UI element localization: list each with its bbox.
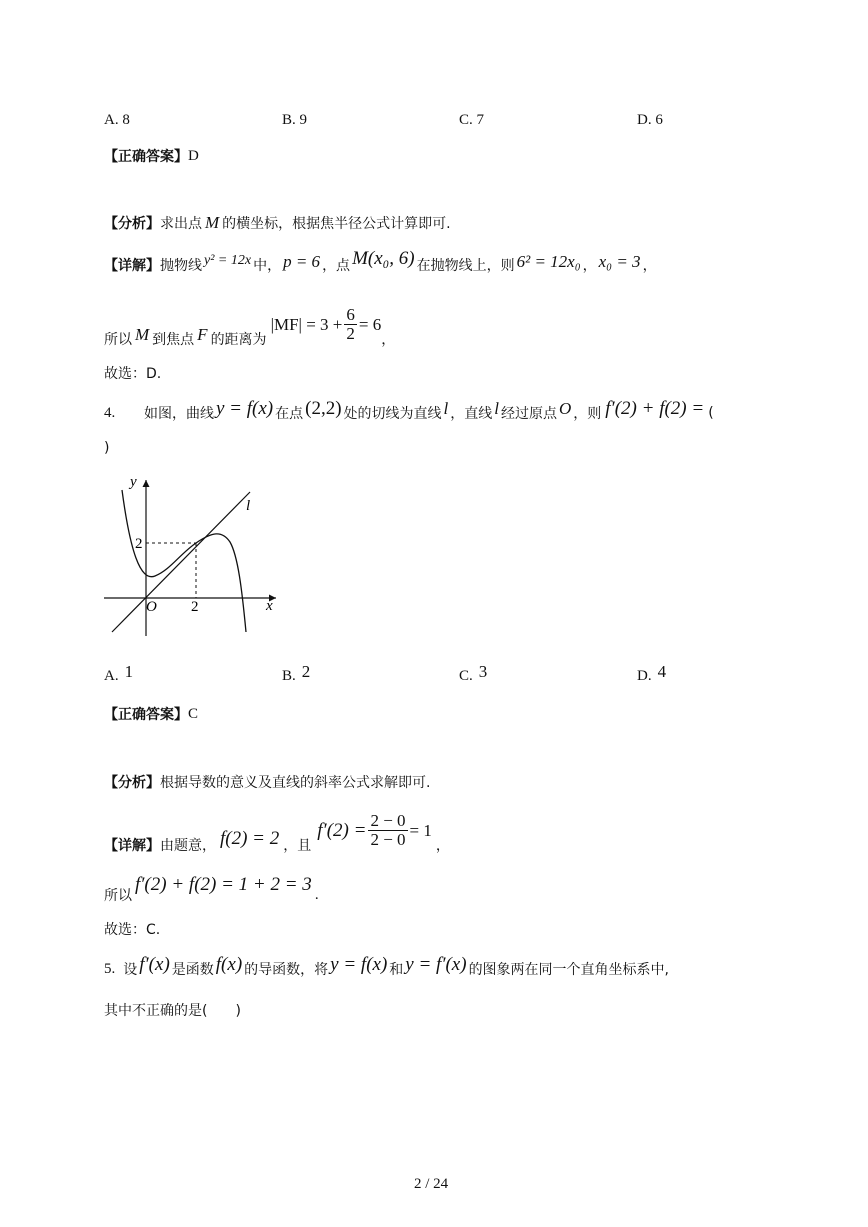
q4-option-b (282, 662, 310, 682)
q4-stem (104, 398, 714, 424)
option-letter: B. (282, 667, 296, 684)
analysis-label: 【分析】 (104, 216, 160, 232)
answer-label: 【正确答案】 (104, 707, 188, 723)
q3-choice: 故选：D. (104, 366, 162, 382)
option-value: 2 (301, 662, 311, 681)
fraction-denominator: 2 − 0 (370, 830, 406, 849)
option-letter: D. (637, 667, 652, 684)
q3-detail-line2 (104, 305, 396, 348)
stem-text: ，直线 (450, 406, 493, 422)
math-expr: M(x₀, 6) (352, 248, 415, 269)
x-axis-label: x (266, 598, 273, 614)
q4-option-d (637, 662, 666, 682)
detail-text: ， (582, 258, 597, 274)
stem-text: 如图，曲线 (144, 406, 214, 422)
math-expr: y = f(x) (216, 398, 274, 419)
option-b: B. 9 (282, 112, 308, 128)
q4-detail-line2 (104, 874, 319, 904)
analysis-label: 【分析】 (104, 775, 160, 791)
stem-text: 处的切线为直线 (343, 406, 442, 422)
stem-text: 在点 (275, 406, 304, 422)
q3-detail (104, 248, 657, 276)
math-var: O (559, 399, 572, 418)
math-var: M (205, 213, 220, 232)
fraction-numerator: 2 − 0 (370, 811, 406, 830)
fraction-numerator: 6 (346, 305, 355, 324)
question-number: 4. (104, 404, 116, 421)
detail-text: 的距离为 (210, 331, 267, 348)
q4-answer (104, 704, 198, 724)
q3-answer (104, 146, 199, 166)
analysis-text: 的横坐标，根据焦半径公式计算即可. (222, 216, 451, 232)
q4-analysis (104, 772, 430, 792)
detail-text: 在抛物线上，则 (416, 258, 515, 274)
detail-text: ，点 (322, 258, 351, 274)
math-expr: f′(2) + f(2) = (605, 398, 705, 419)
option-letter: C. (459, 667, 473, 684)
math-fraction (344, 306, 357, 343)
math-expr: 6² = 12x₀ (516, 252, 581, 271)
detail-text: ，且 (283, 837, 312, 854)
q4-detail (104, 811, 450, 854)
x-tick-label: 2 (191, 599, 199, 615)
y-axis-label: y (130, 474, 137, 490)
math-fraction (368, 812, 407, 849)
origin-label: O (146, 599, 157, 615)
analysis-text: 根据导数的意义及直线的斜率公式求解即可. (160, 775, 431, 791)
answer-value: C (188, 705, 199, 722)
analysis-text: 求出点 (160, 216, 202, 232)
math-expr: x₀ = 3 (598, 252, 641, 271)
option-value: 1 (124, 662, 134, 681)
fraction-denominator: 2 (346, 324, 355, 343)
math-expr: y = f(x) (330, 954, 388, 975)
option-d: D. 6 (637, 112, 663, 128)
detail-text: 所以 (104, 888, 132, 904)
math-var: F (197, 324, 208, 344)
q5-stem-line2: 其中不正确的是( ) (104, 1003, 241, 1019)
detail-label: 【详解】 (104, 258, 160, 274)
math-var: l (494, 399, 499, 418)
detail-text: 中， (253, 258, 282, 274)
question-number: 5. (104, 960, 116, 977)
stem-text: 是函数 (171, 962, 214, 978)
option-value: 3 (478, 662, 488, 681)
option-letter: A. (104, 667, 119, 684)
answer-value: D (188, 147, 199, 164)
stem-text: 设 (123, 962, 138, 978)
math-expr: y = f′(x) (405, 954, 467, 975)
detail-text: . (314, 886, 319, 903)
detail-text: 所以 (104, 331, 132, 348)
math-expr: f(2) = 2 (220, 827, 280, 849)
math-expr: f(x) (215, 954, 243, 975)
stem-text: 和 (389, 962, 404, 978)
math-expr: p = 6 (283, 252, 321, 271)
q4-option-a (104, 662, 133, 682)
math-expr: (2,2) (305, 398, 342, 419)
math-expr: f′(2) + f(2) = 1 + 2 = 3 (135, 874, 312, 895)
curve (122, 490, 246, 632)
detail-text: ， (381, 331, 396, 348)
math-expr: y² = 12x (204, 253, 252, 268)
math-expr: = 1 (409, 820, 432, 840)
stem-text: 经过原点 (501, 406, 557, 422)
math-var: l (443, 399, 449, 418)
q5-stem (104, 954, 670, 980)
stem-text: ( (708, 405, 714, 421)
detail-text: ， (642, 258, 657, 274)
math-var: M (135, 324, 150, 344)
option-c: C. 7 (459, 112, 485, 128)
math-expr: f′(x) (139, 954, 170, 975)
option-value: 4 (657, 662, 667, 681)
q4-option-c (459, 662, 487, 682)
page-number: 2 / 24 (414, 1176, 449, 1192)
detail-text: 到焦点 (152, 331, 195, 348)
q3-analysis (104, 213, 451, 233)
q4-choice: 故选：C. (104, 922, 161, 938)
detail-text: 由题意， (160, 837, 216, 854)
stem-text: 的导函数，将 (244, 962, 329, 978)
tangent-line (112, 492, 250, 632)
detail-label: 【详解】 (104, 837, 160, 854)
detail-text: 抛物线 (160, 258, 202, 274)
y-tick-label: 2 (135, 536, 143, 552)
line-label: l (246, 498, 251, 514)
math-expr: = 6 (358, 314, 382, 334)
q4-figure (100, 470, 285, 640)
detail-text: ， (435, 837, 450, 854)
math-expr: f′(2) = (317, 819, 367, 841)
stem-text: ，则 (573, 406, 602, 422)
stem-text: 的图象两在同一个直角坐标系中, (468, 962, 670, 978)
answer-label: 【正确答案】 (104, 149, 188, 165)
option-a: A. 8 (104, 112, 130, 128)
stem-paren-close: ) (104, 440, 110, 456)
math-expr: |MF| = 3 + (270, 314, 343, 334)
